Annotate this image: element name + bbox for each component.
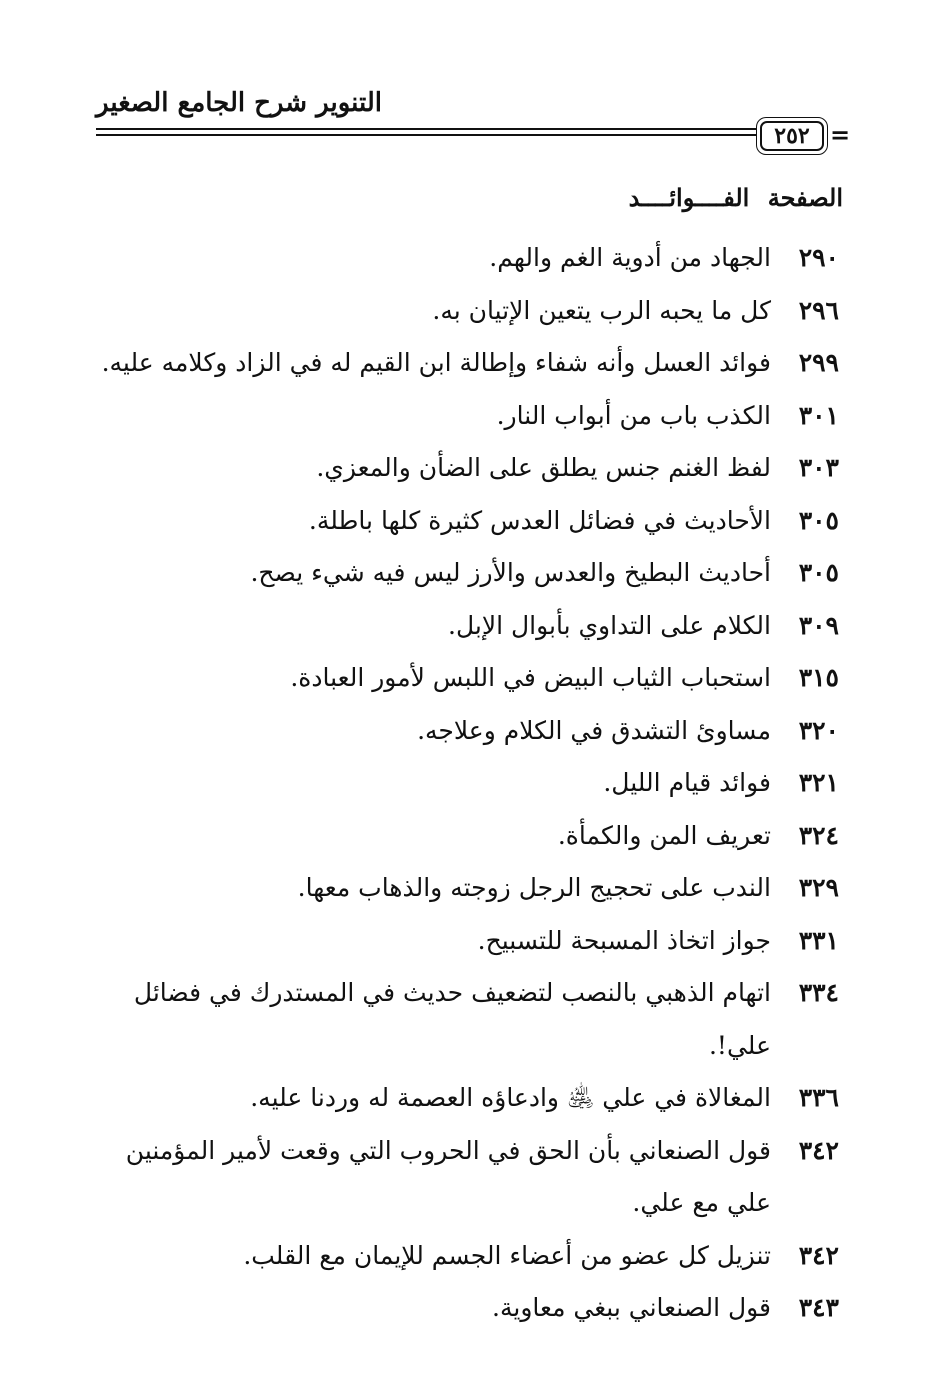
entry-page-number: ٢٩٩ bbox=[798, 348, 839, 377]
entry-text: فوائد العسل وأنه شفاء وإطالة ابن القيم له في الزاد وكلامه عليه. bbox=[101, 348, 771, 377]
list-item bbox=[89, 285, 839, 338]
entry-page-number: ٣٤٢ bbox=[798, 1135, 839, 1165]
entry-text: الكلام على التداوي بأبوال الإبل. bbox=[448, 610, 771, 640]
entry-text: كل ما يحبه الرب يتعين الإتيان به. bbox=[432, 295, 771, 325]
index-list bbox=[89, 232, 839, 1335]
list-item bbox=[89, 967, 839, 1072]
list-item bbox=[89, 337, 839, 390]
entry-text: الندب على تحجيج الرجل زوجته والذهاب معها. bbox=[297, 873, 771, 902]
list-item bbox=[89, 390, 839, 443]
entry-page-number: ٣٢٤ bbox=[798, 820, 839, 850]
header-rule bbox=[96, 128, 756, 140]
entry-text: لفظ الغنم جنس يطلق على الضأن والمعزي. bbox=[316, 453, 771, 482]
list-item bbox=[89, 1230, 839, 1283]
list-item bbox=[89, 600, 839, 653]
entry-page-number: ٣٤٣ bbox=[798, 1293, 839, 1322]
entry-page-number: ٣٠٣ bbox=[798, 453, 839, 482]
list-item bbox=[89, 1282, 839, 1335]
book-title: التنوير شرح الجامع الصغير bbox=[96, 88, 382, 118]
list-item bbox=[89, 547, 839, 600]
list-item bbox=[89, 862, 839, 915]
list-item bbox=[89, 442, 839, 495]
list-item bbox=[89, 232, 839, 285]
list-item bbox=[89, 1125, 839, 1230]
entry-page-number: ٣٠٥ bbox=[798, 505, 839, 535]
entry-page-number: ٣٣١ bbox=[798, 925, 839, 955]
entry-text: المغالاة في علي ﵁ وادعاؤه العصمة له وردنا عليه. bbox=[250, 1083, 771, 1112]
entry-text: الكذب باب من أبواب النار. bbox=[496, 400, 771, 430]
list-item bbox=[89, 915, 839, 968]
entry-text: قول الصنعاني ببغي معاوية. bbox=[492, 1293, 771, 1322]
entry-text: أحاديث البطيخ والعدس والأرز ليس فيه شيء يصح. bbox=[250, 558, 771, 587]
entry-text: تعريف المن والكمأة. bbox=[557, 820, 771, 850]
entry-text: الأحاديث في فضائل العدس كثيرة كلها باطلة. bbox=[308, 505, 771, 535]
entry-page-number: ٢٩٠ bbox=[798, 243, 839, 272]
entry-page-number: ٣١٥ bbox=[798, 663, 839, 692]
entry-page-number: ٣٣٤ bbox=[798, 978, 839, 1007]
list-item bbox=[89, 495, 839, 548]
list-item bbox=[89, 652, 839, 705]
entry-text: تنزيل كل عضو من أعضاء الجسم للإيمان مع القلب. bbox=[243, 1240, 771, 1270]
entry-page-number: ٢٩٦ bbox=[798, 295, 839, 325]
entry-page-number: ٣٤٢ bbox=[798, 1240, 839, 1270]
entry-page-number: ٣٣٦ bbox=[798, 1083, 839, 1112]
entry-page-number: ٣٠٩ bbox=[798, 610, 839, 640]
entry-page-number: ٣٢٠ bbox=[798, 715, 839, 745]
page-column-label: الصفحة bbox=[767, 183, 843, 212]
page-number: ٢٥٢ bbox=[760, 121, 824, 151]
list-item bbox=[89, 757, 839, 810]
entry-page-number: ٣٢١ bbox=[798, 768, 839, 797]
list-item bbox=[89, 1072, 839, 1125]
column-headers bbox=[619, 183, 843, 212]
entry-text: استحباب الثياب البيض في اللبس لأمور العبادة. bbox=[290, 663, 771, 692]
list-item bbox=[89, 705, 839, 758]
entry-text: مساوئ التشدق في الكلام وعلاجه. bbox=[417, 715, 771, 745]
entry-page-number: ٣٢٩ bbox=[798, 873, 839, 902]
entry-page-number: ٣٠١ bbox=[798, 400, 839, 430]
entry-text: قول الصنعاني بأن الحق في الحروب التي وقعت لأمير المؤمنين علي مع علي. bbox=[125, 1135, 771, 1217]
entry-text: فوائد قيام الليل. bbox=[603, 768, 771, 797]
entry-page-number: ٣٠٥ bbox=[798, 558, 839, 587]
entry-text: الجهاد من أدوية الغم والهم. bbox=[489, 243, 771, 272]
list-item bbox=[89, 810, 839, 863]
entry-text: جواز اتخاذ المسبحة للتسبيح. bbox=[477, 925, 771, 955]
entry-text: اتهام الذهبي بالنصب لتضعيف حديث في المستدرك في فضائل علي!. bbox=[133, 978, 771, 1060]
page-number-ornament: = bbox=[830, 120, 851, 149]
benefits-column-label: الفــــوائــــد bbox=[628, 183, 750, 212]
